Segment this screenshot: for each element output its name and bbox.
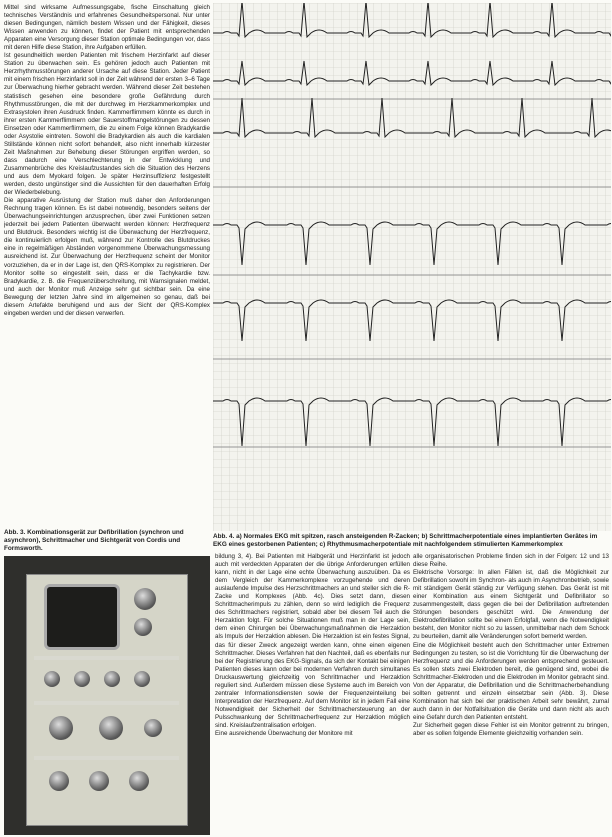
figure-3-caption: Abb. 3. Kombinationsgerät zur Defibrillation (synchron und asynchron), Schrittmacher und Sichtgerät von Cordis und Formsworth. [4,529,184,553]
control-knob [99,716,123,740]
control-knob [49,771,69,791]
control-knob [134,671,150,687]
right-paragraph-3: Eine die Möglichkeit besteht auch den Schrittmacher unter Extremen Bedingungen zu testen, so ist die Vorrichtung für die Überwachung der Herzfrequenz und die Anforderungen werden entsprechend gesteuert. Es sollen stets zwei Elektroden bereit, die genügend sind, wobei die Schrittmacher-Elektroden und die Elektroden im Monitor gebracht sind. Von der Apparatur, die Defibrillation und die Schrittmacherbehandlung sollten getrennt und einzeln einsetzbar sein (Abb. 3). Diese Kombination hat sich bei der praktischen Arbeit sehr bewährt, zumal auch dann in der Notfallsituation die Geräte und dann nicht als auch eine Gefahr durch den Patienten entsteht. [413,641,609,721]
monitor-screen [44,584,120,650]
control-knob [134,618,152,636]
left-paragraph-2: Ist gesundheitlich werden Patienten mit frischem Herzinfarkt auf dieser Station zu überwachen sein. Es gehören jedoch auch Patienten mit Herzrhythmusstörungen anderer Ursache auf diese Station. Jeder Patient mit einem frischen Herzinfarkt soll in der Zeit während der ersten 3–6 Tage zur Überwachung hierher gebracht werden. Während dieser Zeit bestehen statistisch gesehen eine besondere große Gefährdung durch Rhythmusstörungen, die mit der durchweg im Herzkammerkomplex und Extrasystolen ihren Ausdruck finden. Kammerflimmern könnte es durch in ihrer ersten Kammerflimmern oder Sauerstoffmangelstörungen zu dessen Einsetzen oder Kammerflimmern, die zu einem Folge können Bradykardie oder Asystolie eintreten. Sowohl die Bradykardien als auch die kardialen Stillstände können nicht sofort behandelt, also nicht innerhalb kürzester Zeit Maßnahmen zur Behebung dieser Störungen ergriffen werden, so dass dadurch eine Verschlechterung in der Entwicklung und Zusammenbrüche des Kreislaufzustandes sich die Situation des Herzens und aus dem Myokard folgen. Je später Herzinsuffizienz festgestellt werden, desto ungünstiger sind die Aussichten für den dauerhaften Erfolg der Wiederbelebung. [4,52,210,197]
ecg-strips [213,3,611,531]
left-text-column [4,4,210,524]
middle-paragraph-1: bildung 3, 4). Bei Patienten mit Halbgerät und Herzinfarkt ist jedoch auch mit verdeckten Apparaten der die übrige Anforderungen erfüllen kann, nicht in der Lage eine echte Überwachung auszuüben. Da es dem Vergleich der Kammerkomplexe vorzugehende und deren auslaufende Impulse des Herzschrittmachers an und steller sich die R-Zacke und Komplexes (Abb. 4c). Dies setzt dann, diesen Schrittmacherimpuls zu zählen, denn so wird lediglich die Frequenz des Schrittmachers registriert, sobald aber bei diesem Teil auch die Herzaktion folgt. Für solche Situationen muß man in der Lage sein, dem einen Chirurgen bei Überwachungsmaßnahmen die Herzaktion als Impuls der Herzaktion ablesen. Die Herzaktion ist ein festes Signal, das für dieser Zweck angezeigt werden kann, ohne einen eigenen Schrittmacher. Dieses Verfahren hat den Nachteil, daß es ebenfalls nur bei der Registrierung des EKG-Signals, da sich der Kontakt bei einigen Patienten dieses kann oder bei modernen Verfahren durch simultanes Druckauswertung gleichzeitig von Schrittmacher und Herzaktion reguliert sind. Außerdem müssen diese Systeme auch im Bereich von zentraler Informationsdiensten sowie der Frequenzeinteilung bei Interpretation der Herzfrequenz. Auf dem Monitor ist in jedem Fall eine Notwendigkeit der Sicherheit der Schrittmachersteuerung an der Pulsschwankung der Schrittmacherfrequenz zur Herzaktion möglich sind. Kreislaufzentralisation erfolgen. [215,553,410,729]
control-knob [89,771,109,791]
middle-text-column [215,553,410,835]
control-knob [134,588,156,610]
panel-divider [34,701,179,705]
left-paragraph-1: Mittel sind wirksame Aufmessungsgabe, fische Einschaltung gleich technisches Verständnis und erfahrenes Gesundheitspersonal. Nur unter diesen Bedingungen, nämlich bestem Wissen und der Fähigkeit, dieses Wissen anwenden zu können, findet der Patient mit entsprechenden Apparaten eine Versorgung dieser Station optimale Bedingungen vor, dass mit deren Hilfe diese Station, ihre Aufgaben erfüllen. [4,4,210,52]
right-text-column [413,553,609,835]
control-knob [129,771,149,791]
panel-divider [34,756,179,760]
middle-paragraph-2: Eine ausreichende Überwachung der Monitore mit [215,730,353,738]
right-paragraph-2: Elektrische Vorsorge: In allen Fällen ist, daß die Möglichkeit zur Defibrillation sowohl im Synchron- als auch im Asynchronbetrieb, sowie mit ständigem Gerät ständig zur Verfügung stehen. Das Gerät ist mit einer Kombination aus einem Sichtgerät und Defibrillator so zusammengestellt, dass gegen die bei der Defibrillation auftretenden Störungen besonders geschützt wird. Die Anwendung der Elektrodefibrillation sollte bei einem Erfolgfall, wenn die Notwendigkeit besteht, den Monitor nicht so zu lassen, unmittelbar nach dem Schock zu beurteilen, damit alle Veränderungen sofort bemerkt werden. [413,569,609,641]
control-knob [49,716,73,740]
control-knob [104,671,120,687]
defibrillator-device-photo [4,556,210,835]
ecg-grid [213,3,611,531]
ecg-figure [213,3,611,531]
figure-4-caption: Abb. 4. a) Normales EKG mit spitzen, rasch ansteigenden R-Zacken; b) Schrittmacherpotentiale eines implantierten Gerätes im EKG eines gestorbenen Patienten; c) Rhythmusmacherpotentiale mit nachfolgendem stimulierten Kammerkomplex [213,533,598,549]
panel-divider [34,656,179,660]
right-paragraph-1: alle organisatorischen Probleme finden sich in der Folgen: 12 und 13 diese Reihe. [413,553,609,569]
control-knob [74,671,90,687]
control-knob [144,719,162,737]
right-paragraph-4: Zur Sicherheit gegen diese Fehler ist ein Monitor getrennt zu bringen, aber es sollen folgende Elemente gleichzeitig vorhanden sein. [413,721,609,738]
left-paragraph-3: Die apparative Ausrüstung der Station muß daher den Anforderungen Rechnung tragen können. Es ist dabei notwendig, besonders seitens der Überwachungseinrichtungen anzusprechen, über zwei Funktionen setzen jederzeit bei jedem Patienten überwacht werden können: Herzfrequenz und Blutdruck. Besonders wichtig ist die Überwachung der Herzfrequenz, die kontinuierlich erfolgen muß, während zur Kontrolle des Blutdruckes eine in regelmäßigen Abständen vorgenommene Überwachungsmessung ausreichend ist. Zur Überwachung der Herzfrequenz scheint der Monitor vorzuziehen, da er in der Lage ist, den QRS-Komplex zu registrieren. Der Monitor sollte so eingestellt sein, dass er die Tachykardie bzw. Bradykardie, z. B. die Frequenzüberschreitung, mit Warnsignalen meldet, und auch der Monitor muß Anzeige sehr gut sichtbar sein. Da eine Bewegung der letzten Jahre sind im allgemeinen so genau, daß bei diesem Artefakte beruhigend und aus der Sicht der QRS-Komplex eingeben werden und der diesen verwerfen. [4,197,210,317]
control-knob [44,671,60,687]
